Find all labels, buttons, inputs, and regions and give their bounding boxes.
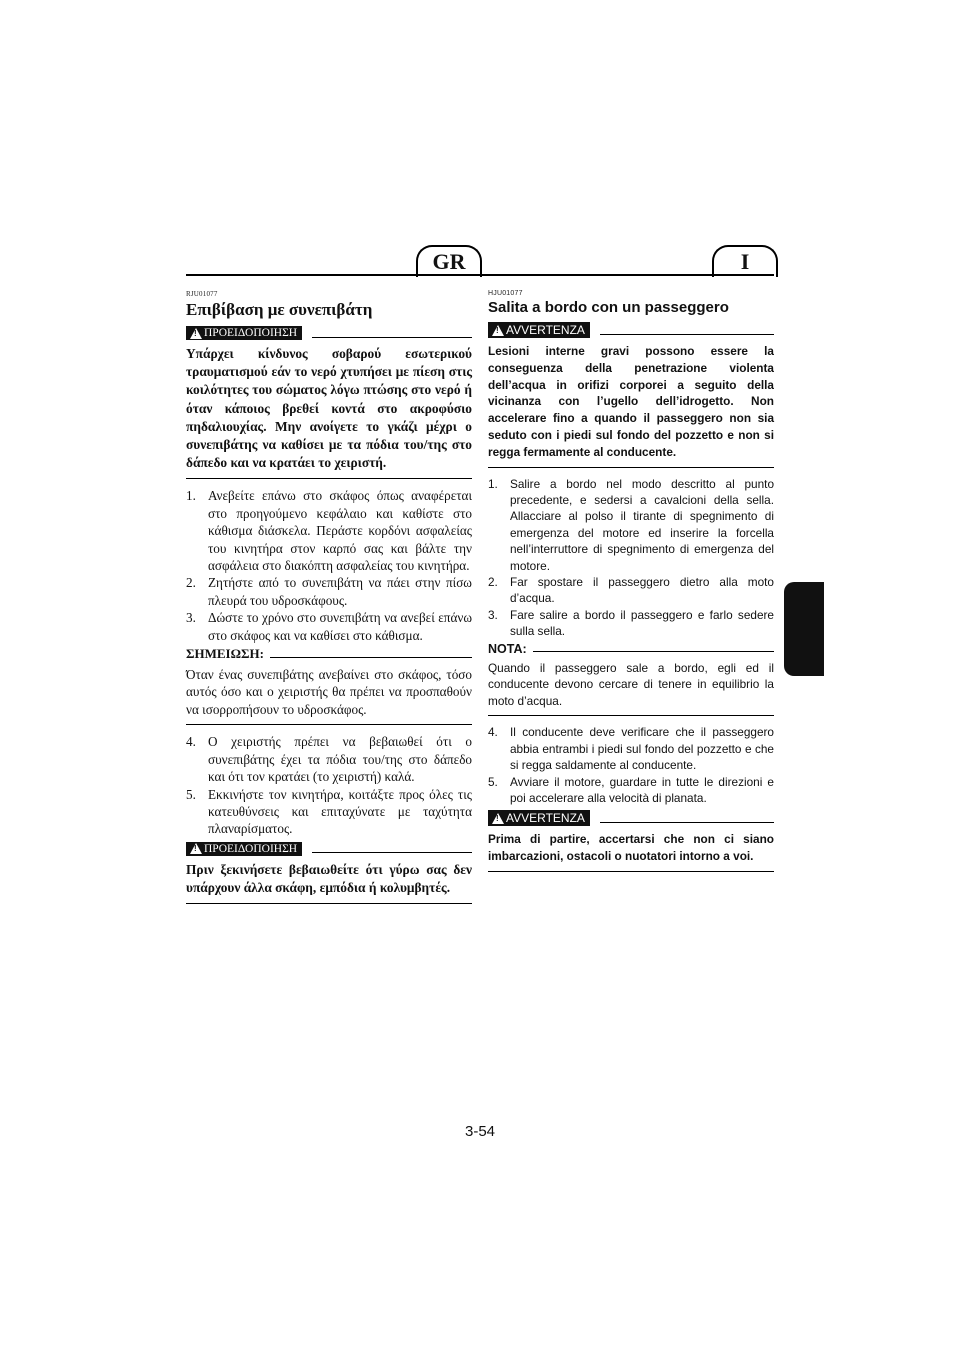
- step-number: 3.: [488, 607, 498, 622]
- step-text: Avviare il motore, guardare in tutte le direzioni e poi accelerare alla velocità di planata.: [510, 774, 774, 806]
- list-item: [488, 774, 774, 807]
- step-number: 4.: [186, 734, 196, 750]
- chapter-side-tab: [784, 582, 824, 676]
- step-number: 3.: [186, 610, 196, 626]
- warning-text: Lesioni interne gravi possono essere la conseguenza della penetrazione violenta dell’acqua in orifizi corporei a seguito della vicinanza con l’ugello dell’idrogetto. Non accelerare fino a quando il passeggero non sia seduto con i piedi sul fondo del pozzetto e non si regga fermamente al conducente.: [488, 344, 774, 459]
- step-text: Εκκινήστε τον κινητήρα, κοιτάξτε προς όλες τις κατευθύνσεις και επιταχύνατε με ταχύτητα πλαναρίσματος.: [208, 786, 472, 837]
- header-rule: [186, 274, 774, 276]
- warning-text: Πριν ξεκινήσετε βεβαιωθείτε ότι γύρω σας δεν υπάρχουν άλλα σκάφη, εμπόδια ή κολυμβητές.: [186, 861, 472, 895]
- note-header: [186, 646, 472, 662]
- divider: [186, 724, 472, 725]
- warning-rule: [312, 337, 472, 338]
- list-item: [488, 476, 774, 574]
- steps-list: [488, 724, 774, 806]
- step-number: 2.: [186, 575, 196, 591]
- step-number: 1.: [186, 488, 196, 504]
- step-number: 2.: [488, 575, 498, 590]
- divider: [488, 467, 774, 468]
- step-text: Salire a bordo nel modo descritto al punto precedente, e sedersi a cavalcioni della sella. Allacciare al polso il tirante di spegnimento di emergenza del motore ed inserire la forcella nell’interruttore di spegnimento di emergenza del motore.: [510, 476, 774, 573]
- note-rule: [533, 651, 774, 652]
- warning-label: AVVERTENZA: [506, 323, 585, 337]
- list-item: [186, 609, 472, 644]
- warning-badge: [186, 842, 302, 856]
- list-item: [186, 786, 472, 838]
- page-number: 3-54: [464, 1123, 496, 1140]
- greek-column: [186, 285, 472, 912]
- warning-rule: [600, 822, 774, 823]
- section-title: Επιβίβαση με συνεπιβάτη: [186, 300, 373, 319]
- step-number: 5.: [488, 774, 498, 789]
- steps-list: [488, 476, 774, 640]
- steps-list: [186, 487, 472, 644]
- step-text: Δώστε το χρόνο στο συνεπιβάτη να ανεβεί επάνω στο σκάφος και να καθίσει στο κάθισμα.: [208, 610, 472, 643]
- warning-rule: [600, 334, 774, 335]
- warning-triangle-icon: [190, 328, 202, 339]
- step-text: Ζητήστε από το συνεπιβάτη να πάει στην πίσω πλευρά του υδροσκάφους.: [208, 575, 472, 608]
- step-number: 4.: [488, 725, 498, 740]
- italian-column: [488, 285, 774, 880]
- divider: [488, 871, 774, 872]
- note-label: NOTA:: [488, 641, 527, 656]
- warning-header: [186, 842, 472, 856]
- list-item: [488, 574, 774, 607]
- list-item: [488, 724, 774, 773]
- note-header: [488, 642, 774, 656]
- warning-badge: [488, 322, 590, 338]
- warning-label: AVVERTENZA: [506, 811, 585, 826]
- warning-triangle-icon: [190, 843, 202, 854]
- note-text: Όταν ένας συνεπιβάτης ανεβαίνει στο σκάφος, τόσο αυτός όσο και ο χειριστής θα πρέπει να προσπαθούν να ισορροπήσουν το υδροσκάφος.: [186, 667, 472, 717]
- step-number: 5.: [186, 786, 196, 802]
- warning-header: [488, 810, 774, 826]
- warning-badge: [186, 326, 302, 340]
- warning-header: [488, 322, 774, 338]
- warning-label: ΠΡΟΕΙΔΟΠΟΙΗΣΗ: [204, 842, 298, 855]
- warning-text: Prima di partire, accertarsi che non ci siano imbarcazioni, ostacoli o nuotatori intorno a voi.: [488, 832, 774, 864]
- warning-header: [186, 326, 472, 340]
- note-text: Quando il passeggero sale a bordo, egli ed il conducente devono cercare di tenere in equilibrio la moto d’acqua.: [488, 660, 774, 708]
- divider: [186, 478, 472, 479]
- step-text: Ο χειριστής πρέπει να βεβαιωθεί ότι ο συνεπιβάτης έχει τα πόδια του/της στο δάπεδο και ότι τον κρατάει (το χειριστή) καλά.: [208, 734, 472, 785]
- step-text: Il conducente deve verificare che il passeggero abbia entrambi i piedi sul fondo del pozzetto e che si regga saldamente al conducente.: [510, 725, 774, 773]
- divider: [186, 903, 472, 904]
- list-item: [186, 487, 472, 574]
- greek-language-tab: GR: [416, 245, 482, 277]
- warning-rule: [312, 852, 472, 853]
- section-code: HJU01077: [488, 290, 523, 297]
- step-text: Ανεβείτε επάνω στο σκάφος όπως αναφέρεται στο προηγούμενο κεφάλαιο και καθίστε στο κάθισμα διάσκελα. Περάστε κορδόνι ασφαλείας του κινητήρα στον καρπό σας και βάλτε την ασφάλεια στο διακόπτη ασφαλείας του κινητήρα.: [208, 488, 472, 574]
- warning-triangle-icon: [492, 813, 504, 824]
- warning-label: ΠΡΟΕΙΔΟΠΟΙΗΣΗ: [204, 327, 298, 339]
- warning-text: Υπάρχει κίνδυνος σοβαρού εσωτερικού τραυματισμού εάν το νερό χτυπήσει με πίεση στις κοιλότητες του σώματος λόγω πτώσης στο νερό ή όταν κάποιος βρεθεί κοντά στο ακροφύσιο πηδαλιουχίας. Μην ανοίγετε το γκάζι μέχρι ο συνεπιβάτης να καθίσει με τα πόδια του/της στο δάπεδο και να κρατάει το χειριστή.: [186, 346, 472, 471]
- divider: [488, 715, 774, 716]
- list-item: [488, 607, 774, 640]
- warning-badge: [488, 810, 590, 826]
- note-rule: [270, 657, 472, 658]
- step-number: 1.: [488, 476, 498, 491]
- list-item: [186, 733, 472, 785]
- steps-list: [186, 733, 472, 837]
- section-title: Salita a bordo con un passeggero: [488, 299, 729, 316]
- italian-language-tab: I: [712, 245, 778, 277]
- section-code: RJU01077: [186, 290, 218, 298]
- step-text: Fare salire a bordo il passeggero e farlo sedere sulla sella.: [510, 607, 774, 639]
- note-label: ΣΗΜΕΙΩΣΗ:: [186, 646, 264, 662]
- warning-triangle-icon: [492, 325, 504, 336]
- step-text: Far spostare il passeggero dietro alla moto d’acqua.: [510, 575, 774, 606]
- list-item: [186, 574, 472, 609]
